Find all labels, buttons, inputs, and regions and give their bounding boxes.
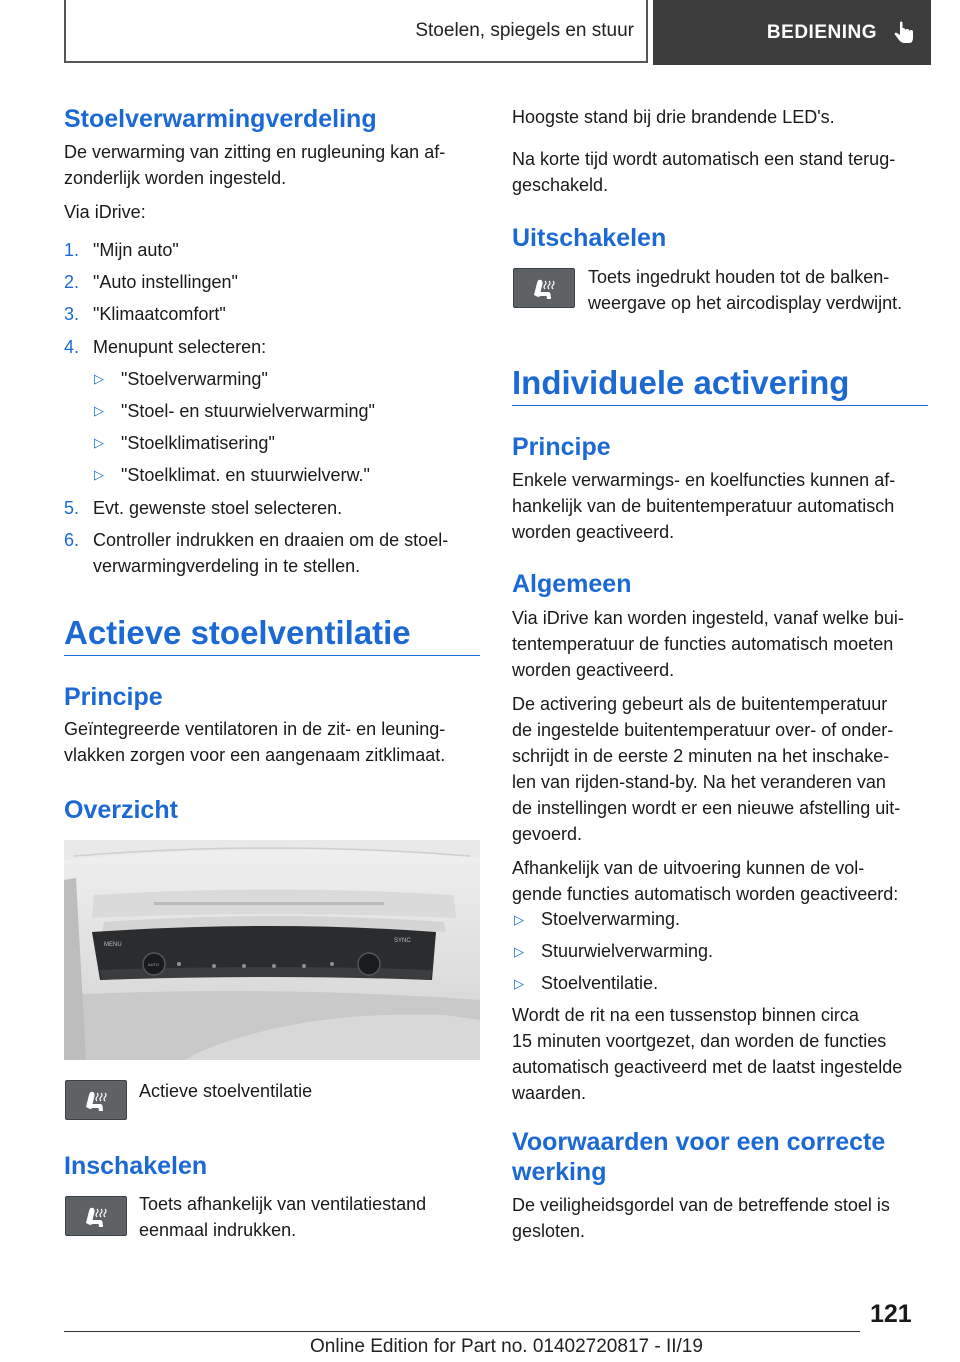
paragraph-depend-line: gende functies automatisch worden geactiveerd: [512,884,899,904]
paragraph-activation-line: De activering gebeurt als de buitentemperatuur [512,694,888,714]
paragraph-distribution-1a: De verwarming van zitting en rugleuning kan af‐ [64,142,446,162]
function-item: Stuurwielverwarming. [541,941,714,961]
paragraph-auto-back-b: geschakeld. [512,175,609,195]
header-chapter [653,0,931,65]
heading-general: Algemeen [512,570,632,598]
paragraph-switch-off-a: Toets ingedrukt houden tot de balken‐ [588,267,890,287]
paragraph-principle-a: Geïntegreerde ventilatoren in de zit- en leuning‐ [64,719,446,739]
seat-ventilation-button-icon [513,268,575,308]
paragraph-switch-on-b: eenmaal indrukken. [139,1220,297,1240]
heading-rule [64,655,480,656]
submenu-item: "Stoelklimatisering" [121,433,275,453]
paragraph-switch-off-b: weergave op het aircodisplay verdwijnt. [588,293,903,313]
function-item: Stoelverwarming. [541,909,681,929]
paragraph-principle-b: vlakken zorgen voor een aangenaam zitklimaat. [64,745,446,765]
seat-ventilation-button-icon [65,1080,127,1120]
steps-list: 1. "Mijn auto" 2. "Auto instellingen" 3. "Klimaatcomfort" 4. Menupunt selecteren: [64,240,267,357]
paragraph-principle-line: worden geactiveerd. [512,522,675,542]
chapter-title: BEDIENING [766,21,877,43]
svg-text:AUTO: AUTO [148,962,160,967]
climate-panel-photo [64,840,480,1060]
hand-pointer-icon [891,20,917,46]
footer-rule [64,1331,860,1332]
paragraph-activation-line: de ingestelde buitentemperatuur over- of onder‐ [512,720,894,740]
function-item: Stoelventilatie. [541,973,659,993]
heading-switch-on: Inschakelen [64,1152,208,1180]
svg-text:SYNC: SYNC [394,938,411,944]
paragraph-general-line: tentemperatuur de functies automatisch moeten [512,634,894,654]
triangle-bullet-icon: ▷ [94,371,104,386]
seat-ventilation-button-icon [65,1196,127,1236]
triangle-bullet-icon: ▷ [514,912,524,927]
paragraph-auto-back-a: Na korte tijd wordt automatisch een stand terug‐ [512,149,896,169]
paragraph-depend-line: Afhankelijk van de uitvoering kunnen de vol‐ [512,858,865,878]
paragraph-activation-line: de instellingen wordt er een nieuwe afstelling uit‐ [512,798,901,818]
icon-caption: Actieve stoelventilatie [139,1081,313,1101]
heading-individual-activation: Individuele activering [512,364,850,401]
heading-overview: Overzicht [64,796,178,824]
paragraph-conditions-line: gesloten. [512,1221,586,1241]
paragraph-ride-line: automatisch geactiveerd met de laatst ingestelde [512,1057,903,1077]
paragraph-principle-line: hankelijk van de buitentemperatuur automatisch [512,496,895,516]
heading-seat-heating-distribution: Stoelverwarmingverdeling [64,105,377,133]
footer-edition: Online Edition for Part no. 01402720817 - II/19 [310,1336,703,1357]
paragraph-activation-line: schrijdt in de eerste 2 minuten na het inschake‐ [512,746,890,766]
paragraph-highest-level: Hoogste stand bij drie brandende LED's. [512,107,835,127]
triangle-bullet-icon: ▷ [514,944,524,959]
paragraph-general-line: Via iDrive kan worden ingesteld, vanaf welke bui‐ [512,608,904,628]
paragraph-conditions-line: De veiligheidsgordel van de betreffende stoel is [512,1195,890,1215]
paragraph-switch-on-a: Toets afhankelijk van ventilatiestand [139,1194,427,1214]
page-number: 121 [870,1300,912,1328]
triangle-bullet-icon: ▷ [514,976,524,991]
paragraph-ride-line: 15 minuten voortgezet, dan worden de functies [512,1031,887,1051]
triangle-bullet-icon: ▷ [94,403,104,418]
paragraph-via-idrive: Via iDrive: [64,202,146,222]
heading-conditions-a: Voorwaarden voor een correcte [512,1128,886,1156]
heading-active-seat-ventilation: Actieve stoelventilatie [64,614,411,651]
heading-switch-off: Uitschakelen [512,224,667,252]
heading-principle-right: Principe [512,433,611,461]
submenu-list [64,366,482,496]
steps-list-continued: 5. Evt. gewenste stoel selecteren. 6. Controller indrukken en draaien om de stoel‐ verwarmingverdeling in te stellen. [64,498,449,576]
heading-conditions-b: werking [512,1158,607,1186]
submenu-item: "Stoelverwarming" [121,369,268,389]
paragraph-general-line: worden geactiveerd. [512,660,675,680]
svg-text:MENU: MENU [104,942,122,948]
triangle-bullet-icon: ▷ [94,467,104,482]
heading-rule [512,405,928,406]
section-title: Stoelen, spiegels en stuur [415,19,634,41]
header-section [64,0,648,63]
triangle-bullet-icon: ▷ [94,435,104,450]
paragraph-ride-line: waarden. [512,1083,587,1103]
paragraph-ride-line: Wordt de rit na een tussenstop binnen circa [512,1005,859,1025]
paragraph-activation-line: gevoerd. [512,824,583,844]
paragraph-activation-line: len van rijden-stand-by. Na het veranderen van [512,772,886,792]
paragraph-distribution-1b: zonderlijk worden ingesteld. [64,168,287,188]
heading-principle: Principe [64,683,163,711]
submenu-item: "Stoelklimat. en stuurwielverw." [121,465,370,485]
paragraph-principle-line: Enkele verwarmings- en koelfuncties kunnen af‐ [512,470,896,490]
submenu-item: "Stoel- en stuurwielverwarming" [121,401,375,421]
